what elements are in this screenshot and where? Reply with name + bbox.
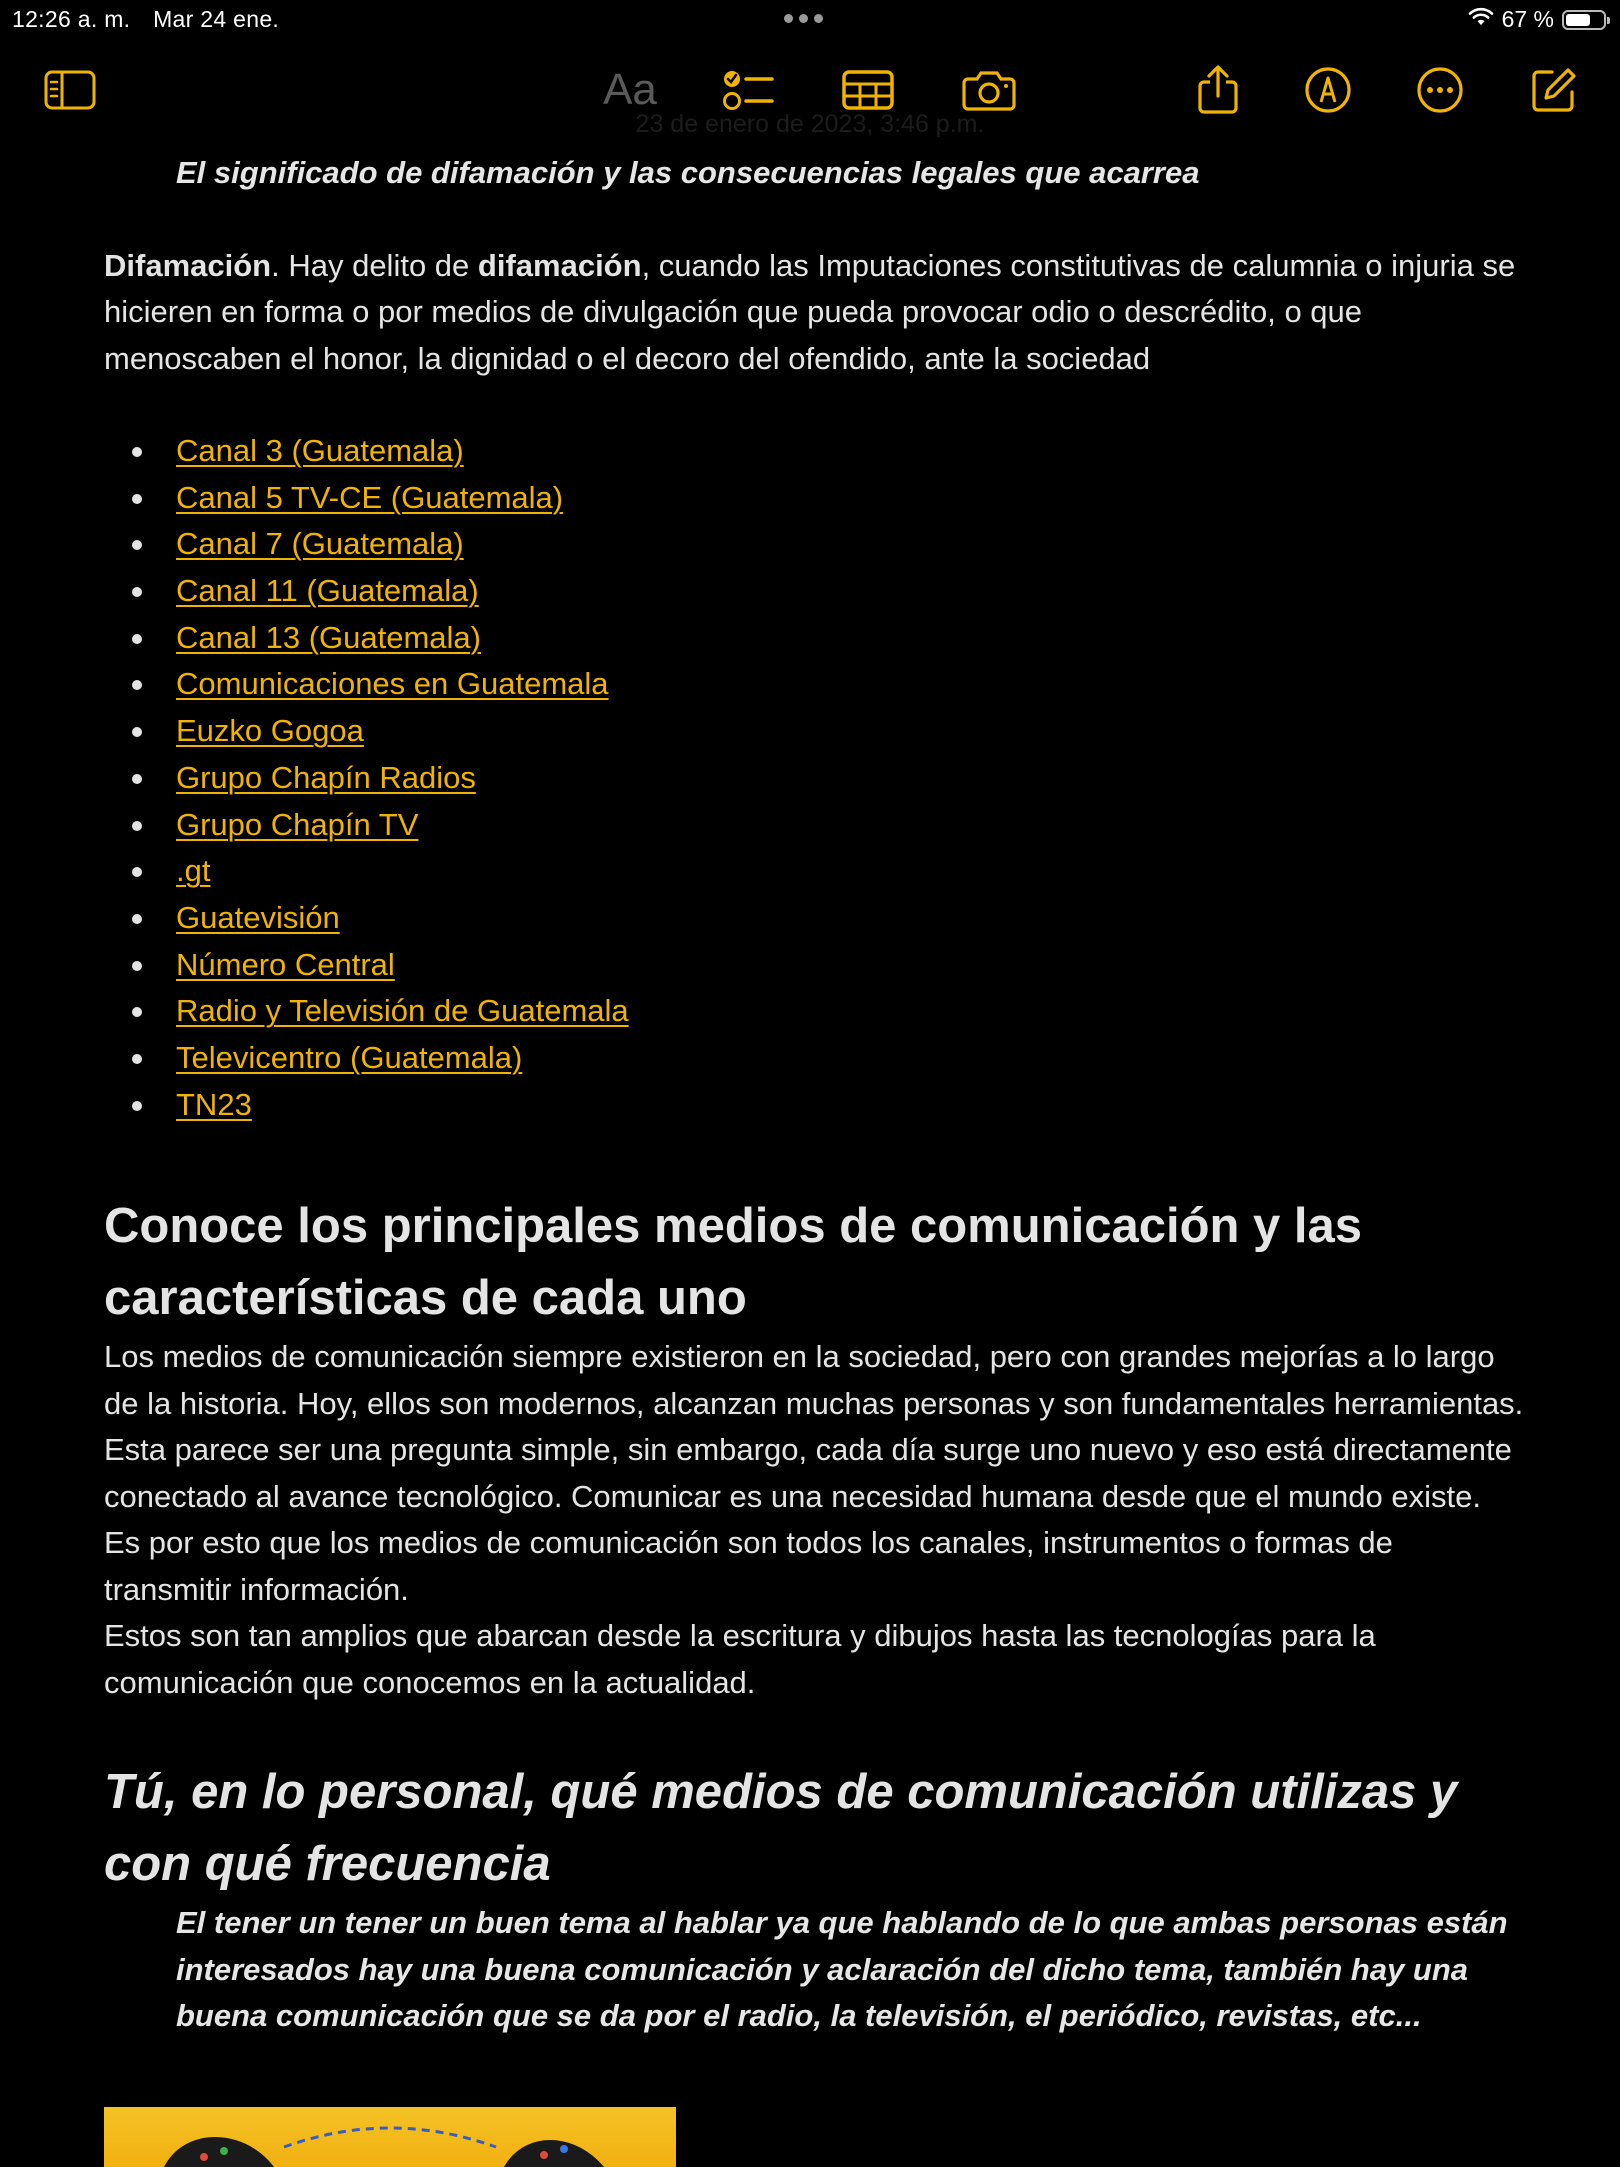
definition-paragraph: Difamación. Hay delito de difamación, cuando las Imputaciones constitutivas de calumnia o injuria se hicieren en forma o por medios de divulgación que pueda provocar odio o descrédito, o que menoscaben el honor, la dignidad o el decoro del ofendido, ante la sociedad bbox=[104, 247, 1516, 376]
list-item bbox=[176, 1082, 1524, 1129]
list-item bbox=[176, 521, 1524, 568]
camera-icon bbox=[962, 69, 1016, 111]
battery-percent: 67 % bbox=[1501, 6, 1554, 32]
status-time: 12:26 a. m. bbox=[12, 6, 131, 32]
definition-term-2: difamación bbox=[477, 247, 642, 283]
status-indicators bbox=[1468, 6, 1606, 33]
image-illustration bbox=[104, 2107, 676, 2167]
link[interactable]: TN23 bbox=[176, 1086, 252, 1122]
list-item bbox=[176, 1035, 1524, 1082]
list-item bbox=[176, 708, 1524, 755]
link[interactable]: Canal 11 (Guatemala) bbox=[176, 573, 479, 609]
link[interactable]: Euzko Gogoa bbox=[176, 713, 364, 749]
body-paragraph: Los medios de comunicación siempre existieron en la sociedad, pero con grandes mejorías a lo largo de la historia. Hoy, ellos son modernos, alcanzan muchas personas y son fundamentales herramientas. Esta parece ser una pregunta simple, sin embargo, cada día surge uno nuevo y eso está directamente conectado al avance tecnológico. Comunicar es una necesidad humana desde que el mundo existe. Es por esto que los medios de comunicación son todos los canales, instrumentos o formas de transmitir información. bbox=[104, 1339, 1524, 1607]
status-time-date bbox=[12, 6, 295, 33]
note-date: 23 de enero de 2023, 3:46 p.m. bbox=[635, 110, 985, 138]
link[interactable]: Guatevisión bbox=[176, 899, 340, 935]
list-item bbox=[176, 661, 1524, 708]
table-icon bbox=[842, 70, 894, 110]
list-item bbox=[176, 988, 1524, 1035]
list-item bbox=[176, 895, 1524, 942]
section-heading: Conoce los principales medios de comunicación y las características de cada uno bbox=[104, 1199, 1363, 1326]
body-paragraph-2: Estos son tan amplios que abarcan desde la escritura y dibujos hasta las tecnologías para la comunicación que conocemos en la actualidad. bbox=[104, 1618, 1376, 1700]
sidebar-icon bbox=[44, 70, 96, 110]
note-body[interactable] bbox=[104, 150, 1524, 2040]
list-item bbox=[176, 568, 1524, 615]
wifi-icon bbox=[1468, 6, 1494, 33]
list-item bbox=[176, 848, 1524, 895]
note-image[interactable] bbox=[104, 2107, 676, 2167]
share-icon bbox=[1196, 64, 1240, 116]
link[interactable]: Canal 3 (Guatemala) bbox=[176, 433, 464, 468]
link[interactable]: Televicentro (Guatemala) bbox=[176, 1039, 523, 1075]
definition-term: Difamación bbox=[104, 247, 272, 283]
compose-icon bbox=[1530, 66, 1578, 114]
note-subtitle: El significado de difamación y las consecuencias legales que acarrea bbox=[176, 155, 1200, 190]
list-item bbox=[176, 475, 1524, 522]
answer-quote: El tener un tener un buen tema al hablar ya que hablando de lo que ambas personas están interesados hay una buena comunicación y aclaración del dicho tema, también hay una buena comunicación que se da por el radio, la televisión, el periódico, revistas, etc... bbox=[176, 1905, 1508, 2034]
status-date: Mar 24 ene. bbox=[153, 6, 280, 32]
format-label: Aa bbox=[603, 65, 657, 114]
status-bar bbox=[0, 0, 1620, 40]
list-item bbox=[176, 428, 1524, 475]
battery-icon bbox=[1562, 10, 1606, 30]
list-item bbox=[176, 802, 1524, 849]
link[interactable]: Canal 7 (Guatemala) bbox=[176, 526, 464, 562]
checklist-icon bbox=[722, 68, 774, 112]
more-icon bbox=[1416, 66, 1464, 114]
link[interactable]: Radio y Televisión de Guatemala bbox=[176, 993, 629, 1029]
list-item bbox=[176, 615, 1524, 662]
link[interactable]: Comunicaciones en Guatemala bbox=[176, 666, 609, 702]
list-item bbox=[176, 942, 1524, 989]
link-list bbox=[104, 428, 1524, 1128]
link[interactable]: Grupo Chapín Radios bbox=[176, 759, 476, 795]
link[interactable]: Grupo Chapín TV bbox=[176, 806, 419, 842]
link[interactable]: Canal 5 TV-CE (Guatemala) bbox=[176, 479, 564, 515]
link[interactable]: Canal 13 (Guatemala) bbox=[176, 619, 481, 655]
link[interactable]: Número Central bbox=[176, 946, 395, 982]
markup-icon bbox=[1304, 66, 1352, 114]
list-item bbox=[176, 755, 1524, 802]
link[interactable]: .gt bbox=[176, 853, 211, 889]
section-heading-italic: Tú, en lo personal, qué medios de comunicación utilizas y con qué frecuencia bbox=[104, 1765, 1458, 1892]
multitasking-dots[interactable] bbox=[784, 14, 823, 23]
